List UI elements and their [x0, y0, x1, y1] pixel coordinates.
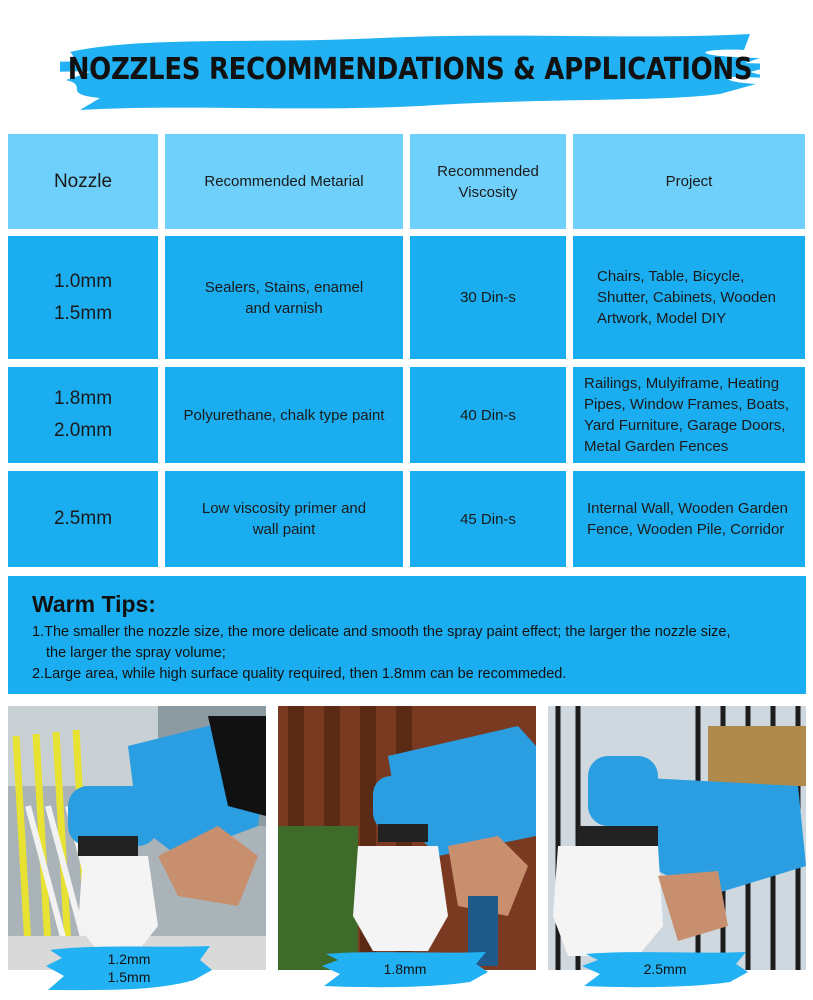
row3-project: Internal Wall, Wooden Garden Fence, Wooden Pile, Corridor	[573, 471, 805, 567]
caption-photo-1: 1.2mm 1.5mm	[44, 940, 214, 996]
tip-1: 1.The smaller the nozzle size, the more delicate and smooth the spray paint effect; the larger the nozzle size,	[32, 624, 731, 640]
tip-1-continued: the larger the spray volume;	[46, 645, 226, 661]
tip-2: 2.Large area, while high surface quality required, then 1.8mm can be recommeded.	[32, 666, 567, 682]
photo-spraying-gate	[548, 706, 806, 970]
row2-nozzle: 1.8mm 2.0mm	[8, 367, 158, 463]
header-project: Project	[573, 134, 805, 229]
caption-photo-2: 1.8mm	[320, 948, 490, 990]
row1-viscosity: 30 Din-s	[410, 236, 566, 359]
row1-project: Chairs, Table, Bicycle, Shutter, Cabinets, Wooden Artwork, Model DIY	[573, 236, 805, 359]
header-material: Recommended Metarial	[165, 134, 403, 229]
title-banner	[60, 22, 760, 118]
warm-tips-panel	[8, 576, 806, 694]
row2-material: Polyurethane, chalk type paint	[165, 367, 403, 463]
row3-nozzle: 2.5mm	[8, 471, 158, 567]
row1-nozzle: 1.0mm 1.5mm	[8, 236, 158, 359]
row1-material: Sealers, Stains, enamel and varnish	[165, 236, 403, 359]
warm-tips-heading: Warm Tips:	[32, 591, 156, 617]
photo-spraying-fence	[278, 706, 536, 970]
row2-project: Railings, Mulyiframe, Heating Pipes, Window Frames, Boats, Yard Furniture, Garage Doors, Metal Garden Fences	[573, 367, 805, 463]
row2-viscosity: 40 Din-s	[410, 367, 566, 463]
header-viscosity: Recommended Viscosity	[410, 134, 566, 229]
row3-viscosity: 45 Din-s	[410, 471, 566, 567]
photo-spraying-chair	[8, 706, 266, 970]
row3-material: Low viscosity primer and wall paint	[165, 471, 403, 567]
header-nozzle: Nozzle	[8, 134, 158, 229]
caption-photo-3: 2.5mm	[580, 948, 750, 990]
page-title: NOZZLES RECOMMENDATIONS & APPLICATIONS	[67, 52, 753, 88]
